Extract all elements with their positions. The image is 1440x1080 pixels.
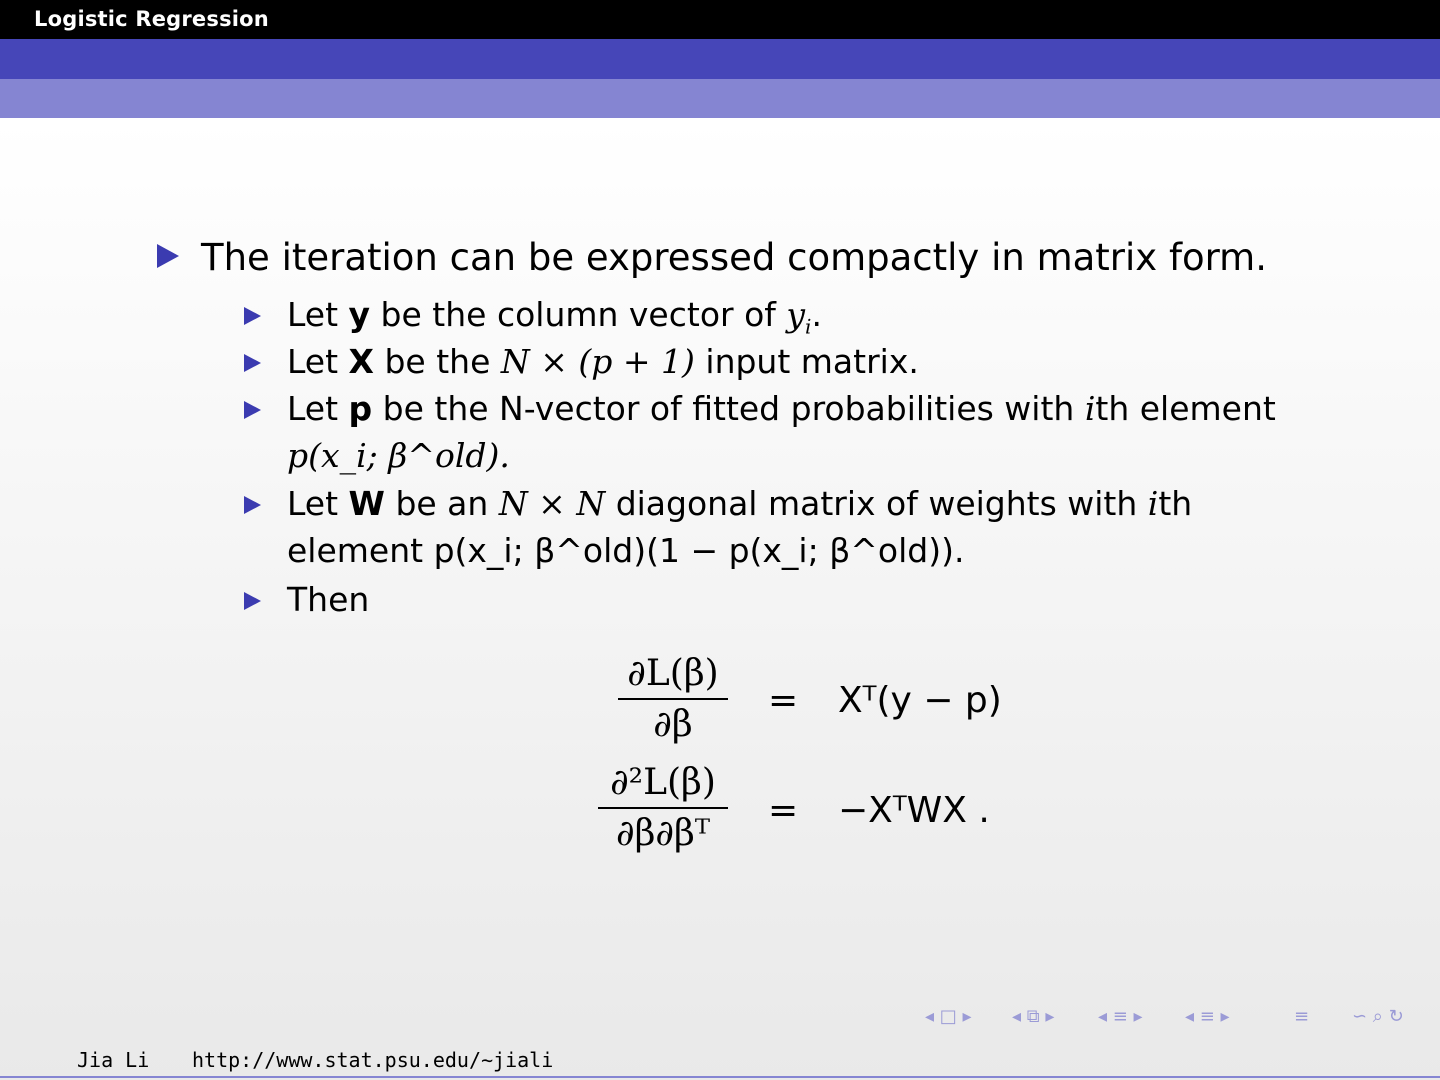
- presentation-title: Logistic Regression: [34, 7, 269, 31]
- equation-1-denominator: ∂β: [653, 704, 693, 745]
- header-band-light: [0, 79, 1440, 118]
- sub-bullet-line: Let X be the N × (p + 1) input matrix.: [287, 342, 919, 381]
- equation-1-equals: =: [768, 680, 799, 721]
- nav-section-icon[interactable]: ◂ ≡ ▸: [1098, 1006, 1143, 1027]
- nav-search-icon[interactable]: ∽ ⌕ ↻: [1352, 1006, 1404, 1027]
- nav-subsection-icon[interactable]: ◂ ⧉ ▸: [1012, 1006, 1055, 1027]
- sub-bullet-triangle-icon: [244, 401, 261, 419]
- equation-1-rhs: Xᵀ(y − p): [838, 680, 1002, 721]
- equation-2-rhs: −XᵀWX .: [838, 790, 990, 831]
- footer-divider: [0, 1076, 1440, 1078]
- sub-bullet-triangle-icon: [244, 307, 261, 325]
- bullet-triangle-icon: [157, 244, 179, 268]
- nav-frame-icon[interactable]: ◂ □ ▸: [925, 1006, 972, 1027]
- sub-bullet-triangle-icon: [244, 354, 261, 372]
- equation-2-equals: =: [768, 790, 799, 831]
- sub-bullet-line-continued: element p(x_i; β^old)(1 − p(x_i; β^old)).: [287, 531, 965, 570]
- equation-1-fraction: [618, 653, 728, 745]
- header-band-dark: [0, 39, 1440, 79]
- title-bar: [0, 0, 1440, 39]
- nav-subsubsection-icon[interactable]: ◂ ≡ ▸: [1185, 1006, 1230, 1027]
- equation-2-denominator: ∂β∂βᵀ: [616, 813, 710, 854]
- sub-bullet-line: Let y be the column vector of $y_i$.: [287, 295, 822, 339]
- footer-author: Jia Li: [77, 1048, 150, 1072]
- footer-url: http://www.stat.psu.edu/∼jiali: [192, 1048, 554, 1072]
- main-bullet-text: The iteration can be expressed compactly in matrix form.: [201, 236, 1267, 279]
- sub-bullet-triangle-icon: [244, 496, 261, 514]
- sub-bullet-line: Let W be an N × N diagonal matrix of weights with ith: [287, 484, 1193, 523]
- nav-align-icon[interactable]: ≡: [1294, 1006, 1310, 1027]
- sub-bullet-line: Let p be the N-vector of fitted probabilities with ith element: [287, 389, 1276, 428]
- equation-2-numerator: ∂²L(β): [598, 762, 728, 809]
- sub-bullet-triangle-icon: [244, 592, 261, 610]
- sub-bullet-line-continued: p(x_i; β^old).: [287, 436, 510, 475]
- equation-2-fraction: [598, 762, 728, 854]
- sub-bullet-line: Then: [287, 580, 370, 619]
- equation-1-numerator: ∂L(β): [618, 653, 728, 700]
